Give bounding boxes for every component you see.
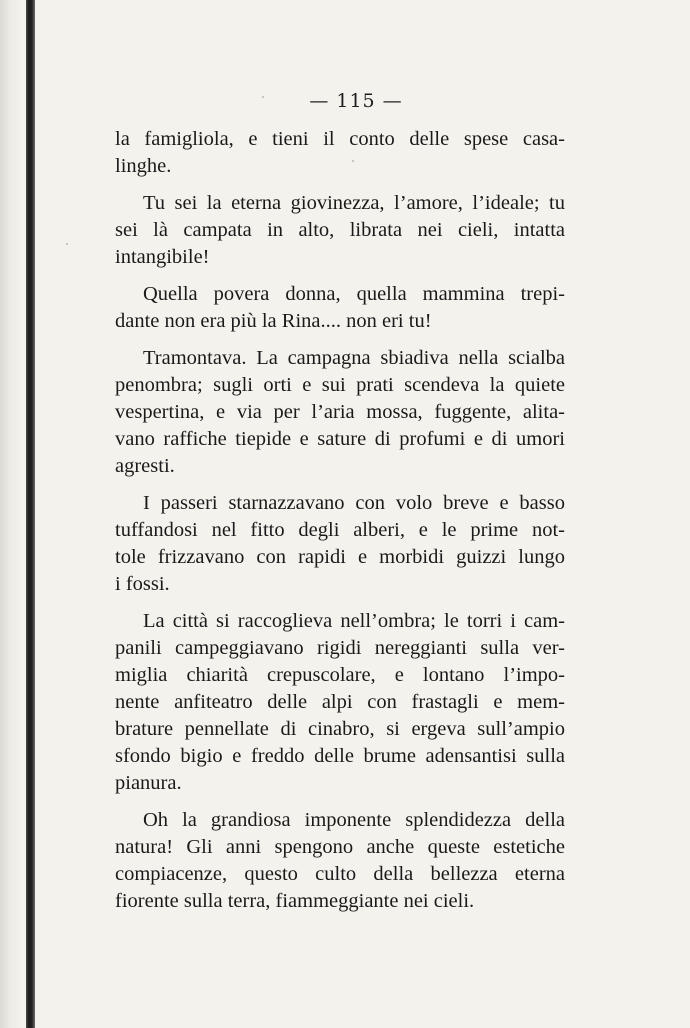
text-line: vano raffiche tiepide e sature di profumi e di umori <box>115 428 565 450</box>
paragraph <box>115 190 565 271</box>
paragraph-gap <box>115 335 565 345</box>
paragraph-gap <box>115 271 565 281</box>
text-line: sei là campata in alto, librata nei cieli, intatta <box>115 219 565 241</box>
paragraph-gap <box>115 598 565 608</box>
text-line: brature pennellate di cinabro, si ergeva sull’ampio <box>115 718 565 740</box>
paragraph-gap <box>115 797 565 807</box>
text-line: Tu sei la eterna giovinezza, l’amore, l’ideale; tu <box>143 192 565 214</box>
text-line: Tramontava. La campagna sbiadiva nella scialba <box>143 347 565 369</box>
text-line: tole frizzavano con rapidi e morbidi guizzi lungo <box>115 546 565 568</box>
text-line: natura! Gli anni spengono anche queste estetiche <box>115 836 565 858</box>
page-number: — 115 — <box>309 90 403 112</box>
text-line: Quella povera donna, quella mammina trepi- <box>143 283 565 305</box>
paragraph-gap <box>115 480 565 490</box>
text-line: i fossi. <box>115 573 170 595</box>
text-line: Oh la grandiosa imponente splendidezza della <box>143 809 565 831</box>
paragraph-gap <box>115 180 565 190</box>
text-line: agresti. <box>115 455 175 477</box>
text-line: dante non era più la Rina.... non eri tu! <box>115 310 432 332</box>
text-line: nente anfiteatro delle alpi con frastagli e mem- <box>115 691 565 713</box>
paragraph <box>115 490 565 598</box>
text-line: linghe. <box>115 155 172 177</box>
paragraph <box>115 281 565 335</box>
page-binding-edge <box>0 0 22 1028</box>
text-line: vespertina, e via per l’aria mossa, fuggente, alita- <box>115 401 565 423</box>
paragraph <box>115 126 565 180</box>
text-line: La città si raccoglieva nell’ombra; le torri i cam- <box>143 610 565 632</box>
paper-speck <box>66 243 68 245</box>
text-line: compiacenze, questo culto della bellezza eterna <box>115 863 565 885</box>
body-text <box>115 126 565 915</box>
text-line: miglia chiarità crepuscolare, e lontano l’impo- <box>115 664 565 686</box>
text-line: intangibile! <box>115 246 210 268</box>
text-line: fiorente sulla terra, fiammeggiante nei cieli. <box>115 890 475 912</box>
page-binding-shadow <box>26 0 35 1028</box>
text-line: tuffandosi nel fitto degli alberi, e le prime not- <box>115 519 565 541</box>
paragraph <box>115 807 565 915</box>
text-line: sfondo bigio e freddo delle brume adensantisi sulla <box>115 745 565 767</box>
paragraph <box>115 608 565 797</box>
text-line: penombra; sugli orti e sui prati scendeva la quiete <box>115 374 565 396</box>
text-line: panili campeggiavano rigidi nereggianti sulla ver- <box>115 637 565 659</box>
text-line: pianura. <box>115 772 182 794</box>
text-line: la famigliola, e tieni il conto delle spese casa- <box>115 128 565 150</box>
text-line: I passeri starnazzavano con volo breve e basso <box>143 492 565 514</box>
paragraph <box>115 345 565 480</box>
